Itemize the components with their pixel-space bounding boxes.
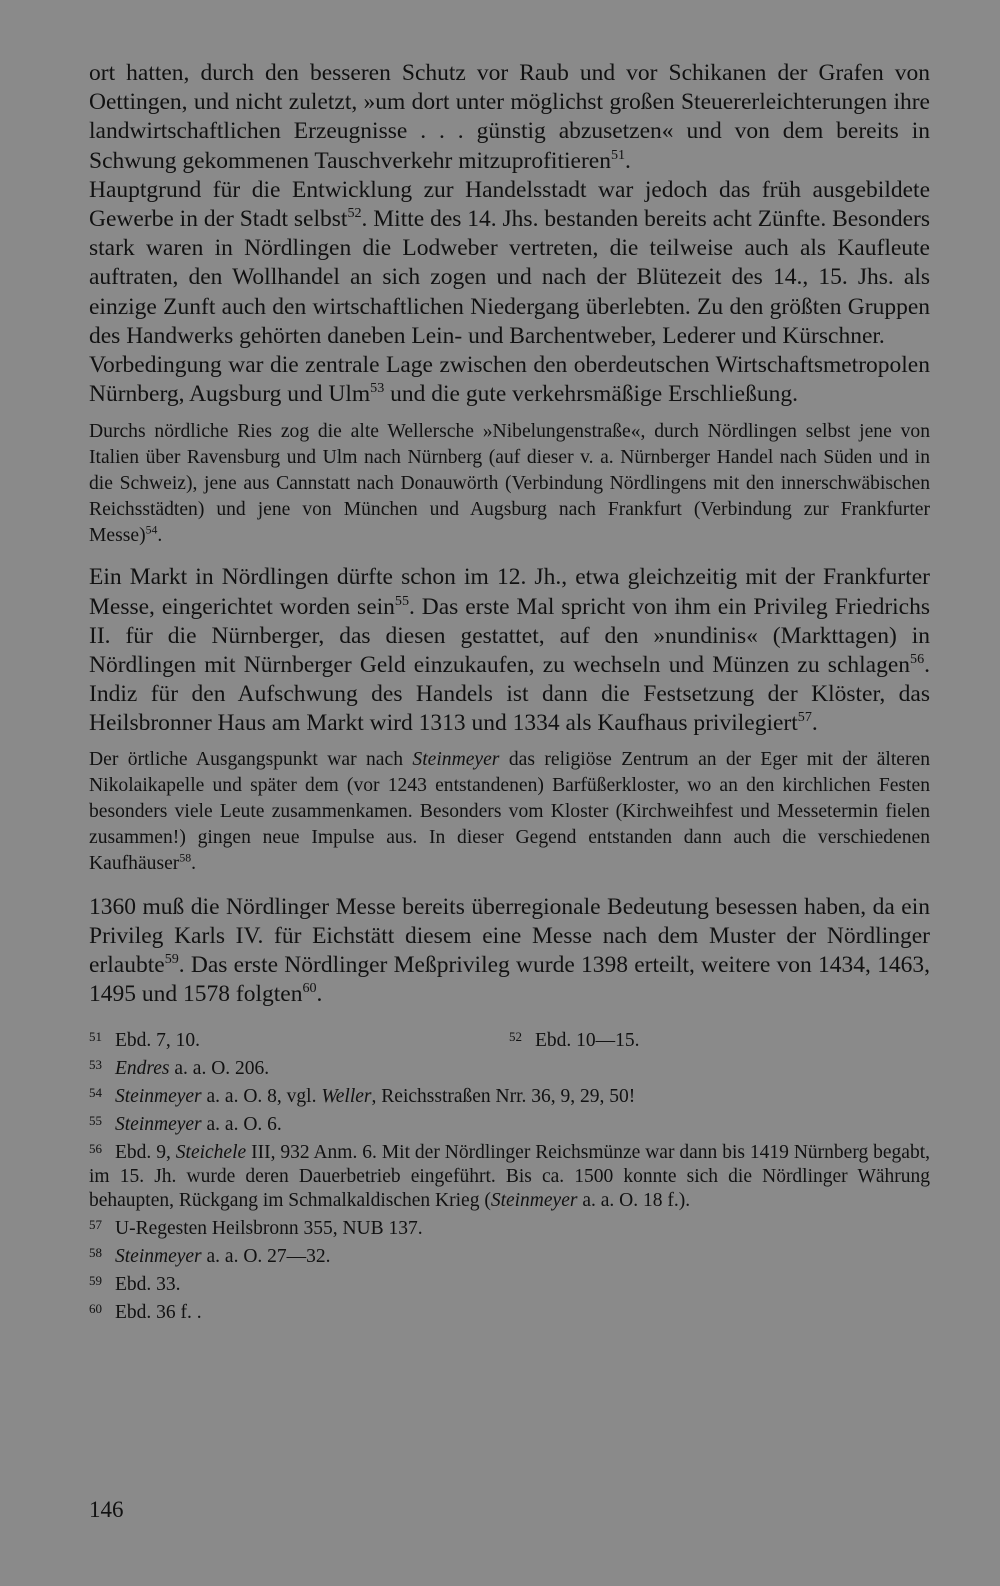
footnote-text: a. a. O. 18 f.).: [577, 1190, 691, 1212]
footnote-56: [89, 1137, 930, 1213]
footnote-number: 52: [509, 1029, 522, 1045]
paragraph-text: .: [811, 710, 818, 737]
author-name: Endres: [115, 1058, 170, 1080]
footnote-text: a. a. O. 6.: [201, 1114, 282, 1136]
footnote-number: 59: [89, 1273, 102, 1289]
page-number: 146: [89, 1497, 124, 1522]
footnote-52: [509, 1025, 929, 1053]
footnote-text: III, 932 Anm. 6. Mit der Nördlinger Reichsmünze war dann bis 1419 Nürnberg begabt, im 15. Jh. wurde deren Dauerbetrieb eingeführt. Bis ca. 1500 konnte sich die Nördlinger Währung behaupten, Rückgang im Schmalkaldischen Krieg (: [89, 1142, 930, 1212]
footnote-ref: 53: [370, 380, 385, 397]
paragraph-text: Hauptgrund für die Entwicklung zur Handelsstadt war jedoch das früh ausgebildete Gewerbe in der Stadt selbst: [89, 176, 930, 233]
paragraph-text: Ein Markt in Nördlingen dürfte schon im 12. Jh., etwa gleichzeitig mit der Frankfurter Messe, eingerichtet worden sein: [89, 564, 930, 620]
paragraph-text: ort hatten, durch den besseren Schutz vor Raub und vor Schikanen der Grafen von Oettingen, und nicht zuletzt, »um dort unter möglichst großen Steuererleichterungen ihre landwirtschaftlichen Erzeugnisse . . . günstig abzusetzen« und von dem bereits in Schwung gekommenen Tauschverkehr mitzuprofitieren: [89, 60, 930, 174]
footnote-number: 57: [89, 1217, 102, 1233]
footnote-58: [89, 1241, 930, 1269]
paragraph-text: und die gute verkehrsmäßige Erschließung.: [384, 381, 798, 408]
author-name: Steinmeyer: [115, 1114, 202, 1136]
footnote-ref: 57: [797, 709, 812, 726]
small-paragraph-2: [89, 747, 930, 877]
author-name: Steichele: [175, 1142, 247, 1164]
footnote-number: 58: [89, 1245, 102, 1261]
footnote-54: [89, 1081, 930, 1109]
paragraph-text: Vorbedingung war die zentrale Lage zwischen den oberdeutschen Wirtschaftsmetropolen Nürnberg, Augsburg und Ulm: [89, 352, 930, 408]
footnote-number: 60: [89, 1301, 102, 1317]
paragraph-3: [89, 351, 930, 409]
paragraph-text: . Indiz für den Aufschwung des Handels ist dann die Festsetzung der Klöster, das Heilsbronner Haus am Markt wird 1313 und 1334 als Kaufhaus privilegiert: [89, 652, 930, 737]
main-text: [89, 59, 930, 1325]
footnote-ref: 54: [145, 523, 158, 537]
footnote-text: Ebd. 10—15.: [535, 1030, 640, 1052]
footnote-ref: 59: [164, 951, 179, 968]
author-name: Steinmeyer: [115, 1086, 202, 1108]
paragraph-4: [89, 563, 930, 738]
footnote-ref: 60: [302, 980, 317, 997]
footnote-ref: 55: [394, 592, 409, 609]
footnote-text: a. a. O. 27—32.: [201, 1246, 331, 1268]
footnote-text: , Reichsstraßen Nrr. 36, 9, 29, 50!: [371, 1086, 636, 1108]
footnote-ref: 58: [179, 851, 192, 865]
paragraph-text: das religiöse Zentrum an der Eger mit der älteren Nikolaikapelle und später dem (vor 1243 entstandenen) Barfüßerkloster, wo an den kirchlichen Festen besonders viele Leute zusammenkamen. Besonders vom Kloster (Kirchweihfest und Messetermin fielen zusammen!) gingen neue Impulse aus. In dieser Gegend entstanden dann auch die verschiedenen Kaufhäuser: [89, 748, 930, 874]
footnotes: [89, 1025, 930, 1325]
footnote-row: [89, 1025, 930, 1053]
footnote-55: [89, 1109, 930, 1137]
paragraph-text: Durchs nördliche Ries zog die alte Wellersche »Nibelungenstraße«, durch Nördlingen selbst jene von Italien über Ravensburg und Ulm nach Nürnberg (auf dieser v. a. Nürnberger Handel nach Süden und in die Schweiz), jene aus Cannstatt nach Donauwörth (Verbindung Nördlingens mit den innerschwäbischen Reichsstädten) und jene von München und Augsburg nach Frankfurt (Verbindung zur Frankfurter Messe): [89, 421, 930, 547]
footnote-ref: 56: [910, 651, 925, 668]
footnote-number: 55: [89, 1113, 102, 1129]
footnote-57: [89, 1213, 930, 1241]
footnote-53: [89, 1053, 930, 1081]
footnote-59: [89, 1269, 930, 1297]
paragraph-text: . Mitte des 14. Jhs. bestanden bereits acht Zünfte. Besonders stark waren in Nördlingen die Lodweber vertreten, die teilweise auch als Kaufleute auftraten, den Wollhandel an sich zogen und nach der Blütezeit des 14., 15. Jhs. als einzige Zunft auch den wirtschaftlichen Niedergang überlebten. Zu den größten Gruppen des Handwerks gehörten daneben Lein- und Barchentweber, Lederer und Kürschner.: [89, 206, 930, 349]
footnote-text: a. a. O. 206.: [169, 1058, 270, 1080]
paragraph-text: 1360 muß die Nördlinger Messe bereits überregionale Bedeutung besessen haben, da ein Privileg Karls IV. für Eichstätt diesem eine Messe nach dem Muster der Nördlinger erlaubte: [89, 893, 930, 979]
paragraph-text: .: [191, 852, 196, 874]
paragraph-text: .: [157, 525, 163, 547]
footnote-text: Ebd. 33.: [115, 1274, 181, 1296]
footnote-number: 53: [89, 1057, 102, 1073]
paragraph-text: .: [316, 981, 323, 1008]
paragraph-text: .: [625, 147, 631, 174]
author-name: Weller: [321, 1086, 372, 1108]
footnote-51: [89, 1025, 509, 1053]
paragraph-2: [89, 176, 930, 351]
paragraph-text: . Das erste Mal spricht von ihm ein Privileg Friedrichs II. für die Nürnberger, das diesen gestattet, auf den »nundinis« (Markttagen) in Nördlingen mit Nürnberger Geld einzukaufen, zu wechseln und Münzen zu schlagen: [89, 593, 931, 679]
footnote-text: Ebd. 9,: [115, 1142, 176, 1164]
footnote-ref: 52: [347, 205, 362, 222]
small-paragraph-1: [89, 419, 930, 549]
author-name: Steinmeyer: [490, 1190, 578, 1212]
paragraph-text: Der örtliche Ausgangspunkt war nach: [89, 748, 413, 770]
footnote-text: a. a. O. 8, vgl.: [201, 1086, 322, 1108]
paragraph-text: . Das erste Nördlinger Meßprivileg wurde 1398 erteilt, weitere von 1434, 1463, 1495 und 1578 folgten: [89, 952, 930, 1008]
paragraph-1: [89, 59, 930, 176]
footnote-text: Ebd. 7, 10.: [115, 1030, 201, 1052]
author-name: Steinmeyer: [115, 1246, 202, 1268]
footnote-ref: 51: [610, 146, 626, 163]
paragraph-5: [89, 893, 930, 1010]
footnote-number: 54: [89, 1085, 102, 1101]
footnote-text: Ebd. 36 f. .: [115, 1302, 202, 1324]
author-name: Steinmeyer: [412, 748, 500, 770]
footnote-text: U-Regesten Heilsbronn 355, NUB 137.: [115, 1218, 423, 1240]
footnote-number: 56: [89, 1141, 102, 1157]
footnote-60: [89, 1297, 930, 1325]
footnote-number: 51: [89, 1029, 102, 1045]
